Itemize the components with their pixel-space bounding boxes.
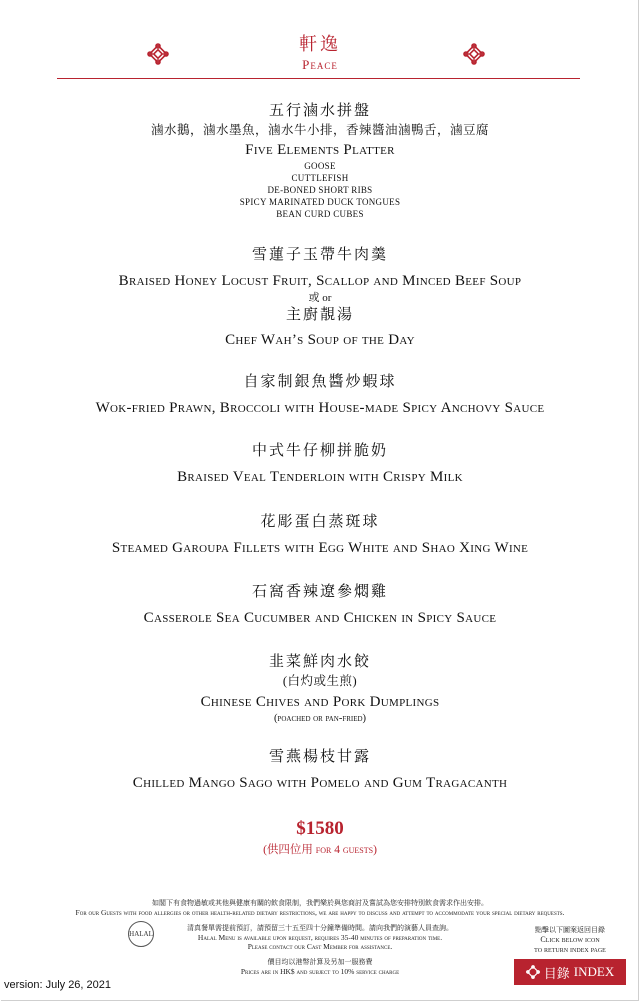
allergy-note-en: For our Guests with food allergies or other health-related dietary restrictions, we are happy to discuss and attempt to accommodate your special dietary requests. <box>75 908 565 917</box>
endless-knot-icon <box>526 965 540 979</box>
course-soup <box>0 245 640 350</box>
index-hint-en: Click below icon <box>540 935 600 944</box>
course-subtitle-en: (poached or pan-fried) <box>273 713 367 724</box>
menu-title-zh: 軒逸 <box>299 34 341 54</box>
header-divider <box>57 78 580 79</box>
course-title-zh: 中式牛仔柳拼脆奶 <box>251 443 388 459</box>
allergy-note-zh: 如閣下有食物過敏或其他與健康有關的飲食限制，我們樂於與您商討及嘗試為您安排特別飲食需求作出安排。 <box>152 899 488 907</box>
halal-note-en: Halal Menu is available upon request, requires 35-40 minutes of preparation time. <box>197 933 443 942</box>
index-panel <box>514 926 626 996</box>
halal-note-en-2: Please contact our Cast Member for assistance. <box>247 942 393 951</box>
course-title-en: Five Elements Platter <box>245 142 395 158</box>
course-title-zh: 韭菜鮮肉水餃 <box>268 654 371 670</box>
course-title-en: Braised Veal Tenderloin with Crispy Milk <box>177 469 463 485</box>
course-item: CUTTLEFISH <box>291 173 349 183</box>
halal-note-zh: 清真餐單需提前預訂，請預留三十五至四十分鐘準備時間。請向我們的演藝人員查詢。 <box>187 924 453 932</box>
course-platter <box>0 101 640 220</box>
course-subtitle-zh: (白灼或生煎) <box>282 674 358 688</box>
course-title-zh: 五行滷水拼盤 <box>268 103 371 119</box>
course-title-en: Wok-fried Prawn, Broccoli with House-made Spicy Anchovy Sauce <box>95 400 545 416</box>
course-title-en: Chilled Mango Sago with Pomelo and Gum Tragacanth <box>132 775 508 791</box>
course-dessert <box>0 747 640 793</box>
index-hint-en-2: to return index page <box>534 945 606 954</box>
prices-note-zh: 價目均以港幣計算及另加一服務費 <box>267 958 373 966</box>
course-title-en: Braised Honey Locust Fruit, Scallop and Minced Beef Soup <box>118 273 522 289</box>
course-title-zh: 雪燕楊枝甘露 <box>268 749 371 765</box>
course-title-en: Casserole Sea Cucumber and Chicken in Spicy Sauce <box>143 610 497 626</box>
index-button[interactable] <box>514 959 626 985</box>
course-garoupa <box>0 512 640 558</box>
version-label: version: July 26, 2021 <box>4 979 112 991</box>
index-label-zh: 目錄 <box>543 965 570 981</box>
course-item: SPICY MARINATED DUCK TONGUES <box>239 197 401 207</box>
course-item: GOOSE <box>304 161 336 171</box>
menu-price <box>0 816 640 858</box>
menu-title-en: Peace <box>302 57 338 72</box>
course-title-zh: 石窩香辣遼參燜雞 <box>251 584 388 600</box>
course-title-en: Steamed Garoupa Fillets with Egg White and Shao Xing Wine <box>111 540 529 556</box>
or-separator: 或 or <box>308 292 332 304</box>
prices-note-en: Prices are in HK$ and subject to 10% service charge <box>240 967 400 976</box>
index-label-en: INDEX <box>573 964 615 979</box>
halal-logo-label: HALAL <box>129 930 153 938</box>
course-title-zh: 雪蓮子玉帶牛肉羹 <box>251 247 388 263</box>
course-title-zh: 自家制銀魚醬炒蝦球 <box>243 374 397 390</box>
menu-header <box>0 30 640 73</box>
price-guests: (供四位用 for 4 guests) <box>263 844 377 856</box>
course-title-en: Chef Wah’s Soup of the Day <box>225 332 415 348</box>
course-title-zh: 花彫蛋白蒸斑球 <box>260 514 380 530</box>
course-item: BEAN CURD CUBES <box>276 209 364 219</box>
course-title-zh: 主廚靚湯 <box>285 307 354 323</box>
course-veal <box>0 441 640 487</box>
course-prawn <box>0 372 640 418</box>
price-amount: $1580 <box>296 818 344 839</box>
course-dumplings <box>0 652 640 726</box>
course-title-en: Chinese Chives and Pork Dumplings <box>200 694 440 710</box>
course-subtitle-zh: 滷水鵝，滷水墨魚，滷水牛小排，香辣醬油滷鴨舌，滷豆腐 <box>150 123 489 137</box>
course-item: DE-BONED SHORT RIBS <box>267 185 373 195</box>
course-sea-cucumber <box>0 582 640 628</box>
index-hint-zh: 點擊以下圖案返回目錄 <box>535 926 605 934</box>
